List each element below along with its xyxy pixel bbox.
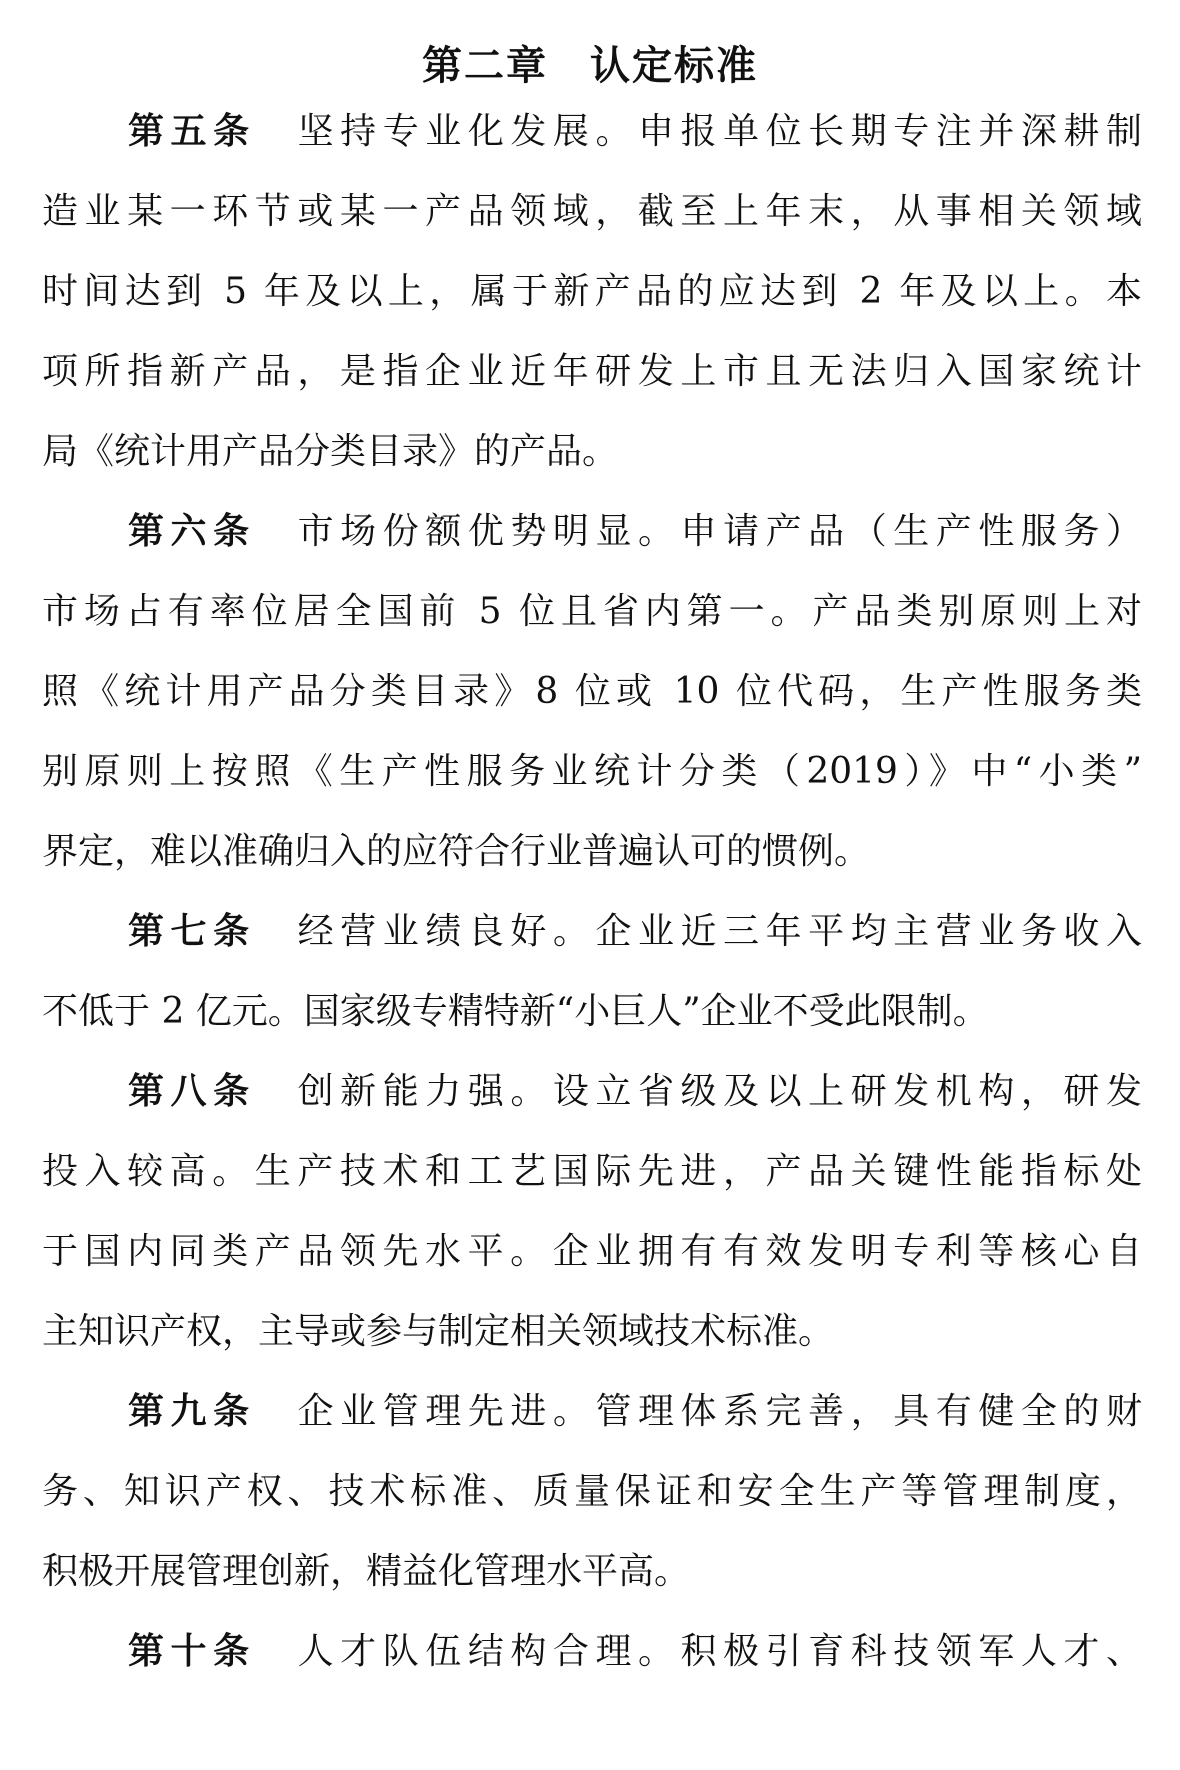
article-9-label: 第九条 [128, 1391, 256, 1432]
article-10-line-1: 第十条 人才队伍结构合理。积极引育科技领军人才、 [128, 1631, 1142, 1672]
article-7-line-1: 第七条 经营业绩良好。企业近三年平均主营业务收入 [128, 911, 1142, 952]
article-9-line-3: 积极开展管理创新，精益化管理水平高。 [42, 1551, 691, 1592]
article-8-line-2: 投入较高。生产技术和工艺国际先进，产品关键性能指标处 [42, 1151, 1142, 1192]
chapter-title: 第二章 认定标准 [422, 43, 758, 89]
article-9 [42, 1372, 1142, 1612]
article-7-line-2: 不低于 2 亿元。国家级专精特新“小巨人”企业不受此限制。 [42, 991, 989, 1032]
article-6-label: 第六条 [128, 511, 256, 552]
article-7-label: 第七条 [128, 911, 256, 952]
article-8-label: 第八条 [128, 1071, 256, 1112]
article-5-line-2: 造业某一环节或某一产品领域，截至上年末，从事相关领域 [42, 191, 1142, 232]
article-6-line-4: 别原则上按照《生产性服务业统计分类（2019）》中“小类” [42, 751, 1142, 792]
article-6-line-1: 第六条 市场份额优势明显。申请产品（生产性服务） [128, 511, 1142, 552]
article-8 [42, 1052, 1142, 1372]
article-7 [42, 892, 1142, 1052]
article-5-line-1: 第五条 坚持专业化发展。申报单位长期专注并深耕制 [128, 111, 1142, 152]
article-5-line-4: 项所指新产品，是指企业近年研发上市且无法归入国家统计 [42, 351, 1142, 392]
article-10-label: 第十条 [128, 1631, 256, 1672]
article-9-line-2: 务、知识产权、技术标准、质量保证和安全生产等管理制度， [42, 1471, 1142, 1512]
article-8-line-4: 主知识产权，主导或参与制定相关领域技术标准。 [42, 1311, 835, 1352]
article-8-line-3: 于国内同类产品领先水平。企业拥有有效发明专利等核心自 [42, 1231, 1142, 1272]
article-9-line-1: 第九条 企业管理先进。管理体系完善，具有健全的财 [128, 1391, 1142, 1432]
article-5-line-5: 局《统计用产品分类目录》的产品。 [42, 431, 619, 472]
article-10 [42, 1612, 1142, 1692]
article-8-line-1: 第八条 创新能力强。设立省级及以上研发机构，研发 [128, 1071, 1142, 1112]
article-6-line-5: 界定，难以准确归入的应符合行业普遍认可的惯例。 [42, 831, 871, 872]
article-6 [42, 492, 1142, 892]
article-5-label: 第五条 [128, 111, 256, 152]
article-6-line-3: 照《统计用产品分类目录》8 位或 10 位代码，生产性服务类 [42, 671, 1142, 712]
article-5-line-3: 时间达到 5 年及以上，属于新产品的应达到 2 年及以上。本 [42, 271, 1142, 312]
article-6-line-2: 市场占有率位居全国前 5 位且省内第一。产品类别原则上对 [42, 591, 1142, 632]
article-5 [42, 92, 1142, 492]
